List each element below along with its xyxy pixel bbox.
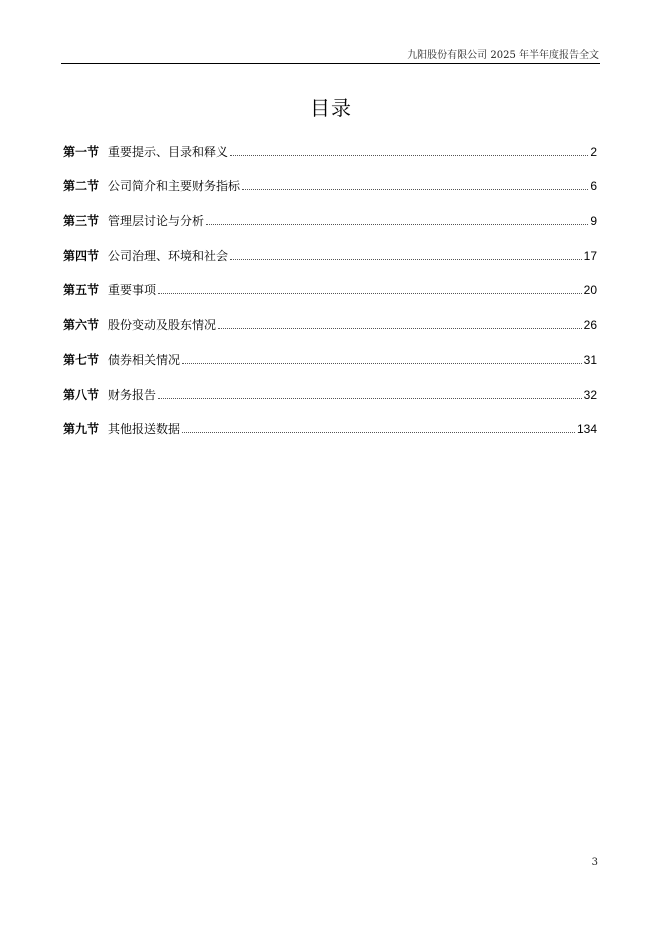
toc-section-number: 第二节 bbox=[63, 179, 100, 194]
header-divider bbox=[61, 63, 600, 64]
toc-leader-dots bbox=[182, 363, 582, 364]
toc-leader-dots bbox=[158, 398, 582, 399]
toc-section-number: 第五节 bbox=[63, 283, 100, 298]
toc-leader-dots bbox=[218, 328, 582, 329]
toc-entry[interactable] bbox=[63, 228, 597, 263]
toc-section-number: 第八节 bbox=[63, 387, 100, 402]
toc-section-title: 重要事项 bbox=[108, 283, 157, 298]
toc-page-number: 26 bbox=[583, 318, 597, 333]
toc-entry[interactable] bbox=[63, 263, 597, 298]
toc-entry[interactable] bbox=[63, 159, 597, 194]
toc-section-title: 财务报告 bbox=[108, 387, 157, 402]
toc-page-number: 31 bbox=[583, 352, 597, 367]
toc-section-number: 第一节 bbox=[63, 144, 100, 159]
toc-leader-dots bbox=[230, 259, 582, 260]
toc-page-number: 32 bbox=[583, 387, 597, 402]
toc-section-number: 第三节 bbox=[63, 214, 100, 229]
toc-entry[interactable] bbox=[63, 193, 597, 228]
toc-page-number: 134 bbox=[576, 422, 597, 437]
toc-entry[interactable] bbox=[63, 297, 597, 332]
table-of-contents bbox=[63, 124, 597, 436]
toc-page-number: 9 bbox=[590, 214, 597, 229]
toc-page-number: 2 bbox=[590, 144, 597, 159]
toc-title: 目录 bbox=[310, 96, 352, 120]
toc-leader-dots bbox=[182, 432, 575, 433]
toc-section-title: 公司简介和主要财务指标 bbox=[108, 179, 241, 194]
toc-section-number: 第四节 bbox=[63, 248, 100, 263]
running-header: 九阳股份有限公司 2025 年半年度报告全文 bbox=[407, 50, 599, 61]
toc-page-number: 20 bbox=[583, 283, 597, 298]
toc-leader-dots bbox=[206, 224, 588, 225]
page-number: 3 bbox=[591, 857, 598, 868]
toc-section-title: 重要提示、目录和释义 bbox=[108, 144, 229, 159]
toc-section-title: 公司治理、环境和社会 bbox=[108, 248, 229, 263]
toc-entry[interactable] bbox=[63, 402, 597, 437]
toc-section-title: 管理层讨论与分析 bbox=[108, 214, 205, 229]
toc-entry[interactable] bbox=[63, 332, 597, 367]
toc-leader-dots bbox=[242, 189, 588, 190]
toc-leader-dots bbox=[158, 293, 582, 294]
toc-page-number: 6 bbox=[590, 179, 597, 194]
toc-section-title: 债券相关情况 bbox=[108, 352, 181, 367]
toc-entry[interactable] bbox=[63, 124, 597, 159]
toc-leader-dots bbox=[230, 155, 588, 156]
toc-section-number: 第七节 bbox=[63, 352, 100, 367]
toc-section-title: 股份变动及股东情况 bbox=[108, 318, 217, 333]
toc-section-title: 其他报送数据 bbox=[108, 422, 181, 437]
toc-entry[interactable] bbox=[63, 367, 597, 402]
toc-section-number: 第九节 bbox=[63, 422, 100, 437]
toc-page-number: 17 bbox=[583, 248, 597, 263]
toc-section-number: 第六节 bbox=[63, 318, 100, 333]
